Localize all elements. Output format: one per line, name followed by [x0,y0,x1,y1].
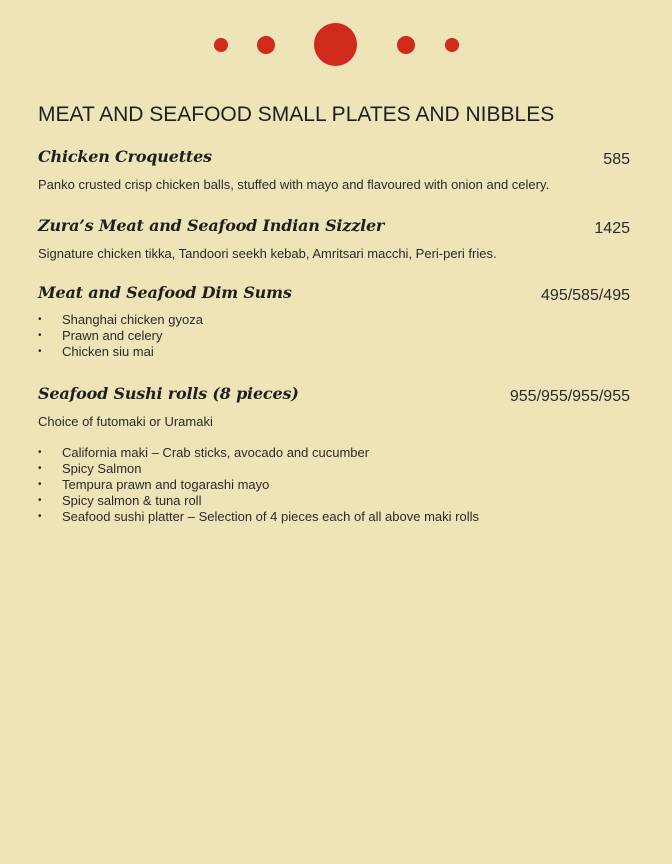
menu-item-options [38,312,203,360]
menu-item-name: Chicken Croquettes [38,147,212,166]
list-item [38,493,479,509]
option-label: Seafood sushi platter – Selection of 4 pieces each of all above maki rolls [62,509,479,524]
menu-item-description: Signature chicken tikka, Tandoori seekh kebab, Amritsari macchi, Peri-peri fries. [38,246,497,261]
bullet-icon: • [38,511,42,522]
medium-dot-icon [397,36,415,54]
menu-item-options [38,445,479,525]
menu-item-price: 495/585/495 [541,287,630,304]
menu-item-price: 1425 [594,220,630,237]
option-label: Tempura prawn and togarashi mayo [62,477,270,492]
bullet-icon: • [38,330,42,341]
menu-item-price: 955/955/955/955 [509,388,630,405]
section-title: MEAT AND SEAFOOD SMALL PLATES AND NIBBLES [38,103,555,126]
list-item [38,477,479,493]
menu-item-description: Panko crusted crisp chicken balls, stuffed with mayo and flavoured with onion and celery. [38,177,550,192]
option-label: Chicken siu mai [62,344,154,359]
list-item [38,445,479,461]
option-label: Spicy Salmon [62,461,142,476]
bullet-icon: • [38,479,42,490]
list-item [38,328,203,344]
bullet-icon: • [38,495,42,506]
option-label: Spicy salmon & tuna roll [62,493,202,508]
small-dot-icon [445,38,459,52]
bullet-icon: • [38,447,42,458]
bullet-icon: • [38,346,42,357]
medium-dot-icon [257,36,275,54]
list-item [38,344,203,360]
bullet-icon: • [38,463,42,474]
list-item [38,312,203,328]
menu-item-price: 585 [603,151,630,168]
menu-item-name: Seafood Sushi rolls (8 pieces) [38,384,299,403]
option-label: Prawn and celery [62,328,163,343]
menu-item-description: Choice of futomaki or Uramaki [38,414,213,429]
large-dot-icon [314,23,357,66]
list-item [38,509,479,525]
option-label: Shanghai chicken gyoza [62,312,203,327]
option-label: California maki – Crab sticks, avocado and cucumber [62,445,370,460]
small-dot-icon [214,38,228,52]
menu-item-name: Zura’s Meat and Seafood Indian Sizzler [38,216,385,235]
list-item [38,461,479,477]
decorative-dots [0,0,672,90]
menu-item-name: Meat and Seafood Dim Sums [38,283,292,302]
bullet-icon: • [38,314,42,325]
